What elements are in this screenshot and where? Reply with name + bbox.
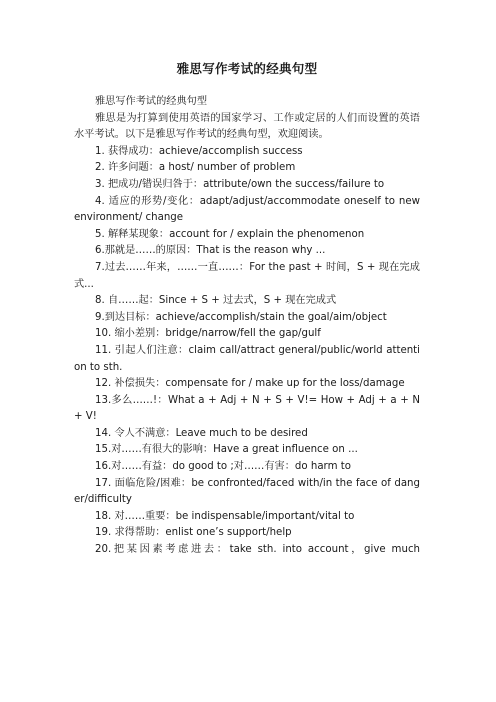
paragraph: 7.过去……年来，……一直……：For the past + 时间，S + 现在完成式...: [74, 261, 420, 290]
paragraph: 5. 解释某现象：account for / explain the phenomenon: [95, 228, 365, 240]
paragraph: 雅思是为打算到使用英语的国家学习、工作或定居的人们而设置的英语水平考试。以下是雅思写作考试的经典句型，欢迎阅读。: [74, 112, 420, 141]
paragraph: 12. 补偿损失：compensate for / make up for the loss/damage: [95, 378, 405, 390]
document-title: 雅思写作考试的经典句型: [176, 61, 318, 76]
paragraph: 17. 面临危险/困难：be confronted/faced with/in the face of danger/difficulty: [74, 477, 420, 506]
document-body: [74, 94, 420, 559]
paragraph: 15.对……有很大的影响：Have a great influence on ...: [95, 444, 358, 456]
paragraph: 20.把某因素考虑进去：take sth. into account，give much: [95, 544, 420, 556]
paragraph: 3. 把成功/错误归咎于：attribute/own the success/failure to: [95, 178, 385, 190]
paragraph: 18. 对……重要：be indispensable/important/vital to: [95, 510, 355, 522]
paragraph: 1. 获得成功：achieve/accomplish success: [95, 145, 303, 157]
paragraph: 4. 适应的形势/变化：adapt/adjust/accommodate oneself to new environment/ change: [74, 195, 420, 224]
paragraph: 16.对……有益：do good to ;对……有害：do harm to: [95, 461, 351, 473]
paragraph: 雅思写作考试的经典句型: [95, 96, 208, 107]
paragraph: 2. 许多问题：a host/ number of problem: [95, 162, 296, 174]
paragraph: 11. 引起人们注意：claim call/attract general/public/world attention to sth.: [74, 344, 420, 373]
paragraph: 10. 缩小差别：bridge/narrow/fell the gap/gulf: [95, 328, 321, 340]
paragraph: 9.到达目标：achieve/accomplish/stain the goal/aim/object: [95, 311, 387, 323]
paragraph: 13.多么……!：What a + Adj + N + S + V!= How + Adj + a + N + V!: [74, 394, 420, 423]
paragraph: 6.那就是……的原因：That is the reason why ...: [95, 245, 326, 257]
paragraph: 14. 令人不满意：Leave much to be desired: [95, 427, 308, 439]
paragraph: 19. 求得帮助：enlist one’s support/help: [95, 527, 292, 539]
paragraph: 8. 自……起：Since + S + 过去式，S + 现在完成式: [95, 295, 337, 307]
